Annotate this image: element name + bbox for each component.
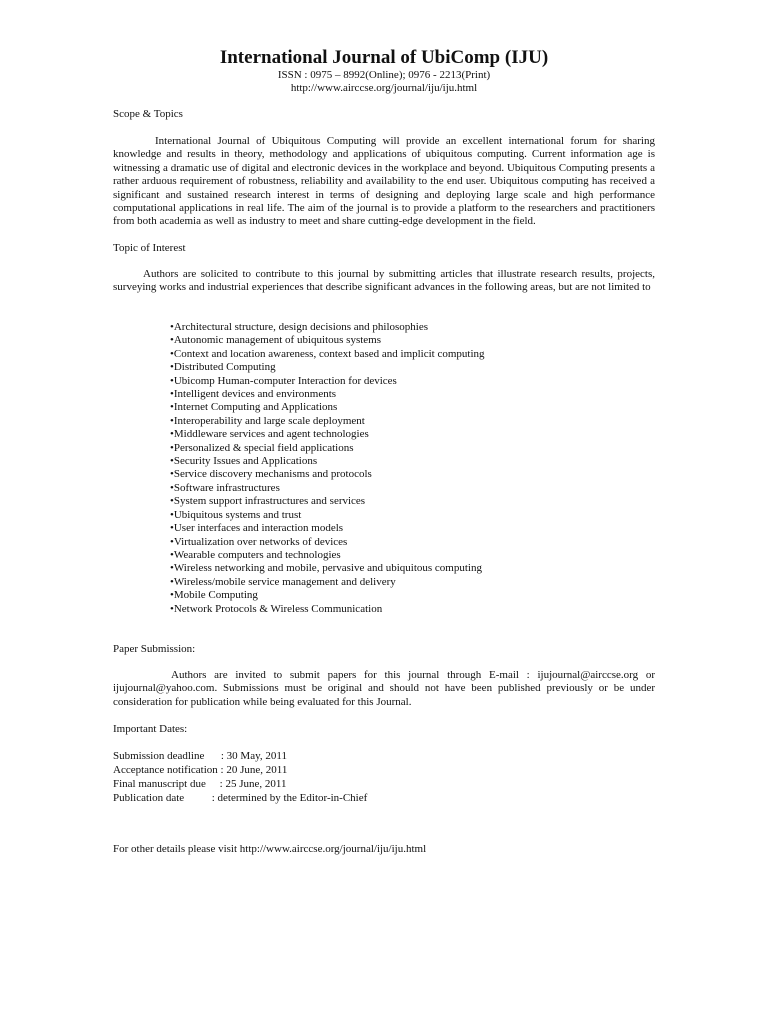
list-item: • User interfaces and interaction models bbox=[170, 522, 570, 535]
list-item: • Distributed Computing bbox=[170, 361, 570, 374]
list-item: • Intelligent devices and environments bbox=[170, 388, 570, 401]
topic-list bbox=[170, 321, 570, 616]
date-value: 25 June, 2011 bbox=[225, 778, 287, 790]
list-item: • Mobile Computing bbox=[170, 589, 570, 602]
list-item: • Autonomic management of ubiquitous systems bbox=[170, 334, 570, 347]
list-item: • Service discovery mechanisms and protocols bbox=[170, 468, 570, 481]
list-item: • Personalized & special field applications bbox=[170, 442, 570, 455]
interest-heading: Topic of Interest bbox=[113, 242, 186, 254]
date-value: 20 June, 2011 bbox=[226, 764, 288, 776]
list-item: • Architectural structure, design decisions and philosophies bbox=[170, 321, 570, 334]
date-label: Acceptance notification bbox=[113, 764, 218, 776]
issn-line: ISSN : 0975 – 8992(Online); 0976 - 2213(Print) bbox=[277, 69, 491, 81]
interest-paragraph: Authors are solicited to contribute to this journal by submitting articles that illustrate research results, projects, surveying works and industrial experiences that describe significant advances in the following areas, but are not limited to bbox=[113, 268, 655, 294]
date-value: determined by the Editor-in-Chief bbox=[217, 792, 368, 804]
date-row: Submission deadline : 30 May, 2011 bbox=[113, 750, 287, 762]
list-item: • Wearable computers and technologies bbox=[170, 549, 570, 562]
list-item: • Wireless networking and mobile, pervasive and ubiquitous computing bbox=[170, 562, 570, 575]
footer-text: For other details please visit http://www.airccse.org/journal/iju/iju.html bbox=[113, 843, 427, 855]
list-item: • Network Protocols & Wireless Communication bbox=[170, 603, 570, 616]
journal-url: http://www.airccse.org/journal/iju/iju.html bbox=[290, 82, 478, 94]
date-label: Publication date bbox=[113, 792, 185, 804]
list-item: • Ubicomp Human-computer Interaction for devices bbox=[170, 375, 570, 388]
date-label: Final manuscript due bbox=[113, 778, 206, 790]
list-item: • Ubiquitous systems and trust bbox=[170, 509, 570, 522]
list-item: • Software infrastructures bbox=[170, 482, 570, 495]
list-item: • Internet Computing and Applications bbox=[170, 401, 570, 414]
list-item: • Context and location awareness, context based and implicit computing bbox=[170, 348, 570, 361]
list-item: • Virtualization over networks of devices bbox=[170, 536, 570, 549]
scope-paragraph: International Journal of Ubiquitous Computing will provide an excellent international forum for sharing knowledge and results in theory, methodology and applications of ubiquitous computing. Current information age is witnessing a dramatic use of digital and electronic devices in the workplace and beyond. Ubiquitous Computing presents a rather arduous requirement of robustness, reliability and availability to the end user. Ubiquitous computing has received a significant and sustained research interest in terms of designing and deploying large scale and high performance computational applications in real life. The aim of the journal is to provide a platform to the researchers and practitioners from both academia as well as industry to meet and share cutting-edge development in the field. bbox=[113, 135, 655, 228]
date-row: Publication date : determined by the Editor-in-Chief bbox=[113, 792, 368, 804]
list-item: • Middleware services and agent technologies bbox=[170, 428, 570, 441]
submission-paragraph: Authors are invited to submit papers for this journal through E-mail : ijujournal@airccse.org or ijujournal@yahoo.com. Submissions must be original and should not have been published previously or be under consideration for publication while being evaluated for this Journal. bbox=[113, 669, 655, 708]
important-dates bbox=[113, 749, 367, 805]
journal-title: International Journal of UbiComp (IJU) bbox=[219, 47, 549, 68]
scope-heading: Scope & Topics bbox=[113, 108, 183, 120]
date-value: 30 May, 2011 bbox=[226, 750, 287, 762]
list-item: • Interoperability and large scale deployment bbox=[170, 415, 570, 428]
list-item: • Wireless/mobile service management and delivery bbox=[170, 576, 570, 589]
dates-heading: Important Dates: bbox=[113, 723, 188, 735]
submission-heading: Paper Submission: bbox=[113, 643, 196, 655]
list-item: • Security Issues and Applications bbox=[170, 455, 570, 468]
list-item: • System support infrastructures and services bbox=[170, 495, 570, 508]
date-row: Acceptance notification : 20 June, 2011 bbox=[113, 764, 288, 776]
date-label: Submission deadline bbox=[113, 750, 205, 762]
date-row: Final manuscript due : 25 June, 2011 bbox=[113, 778, 287, 790]
